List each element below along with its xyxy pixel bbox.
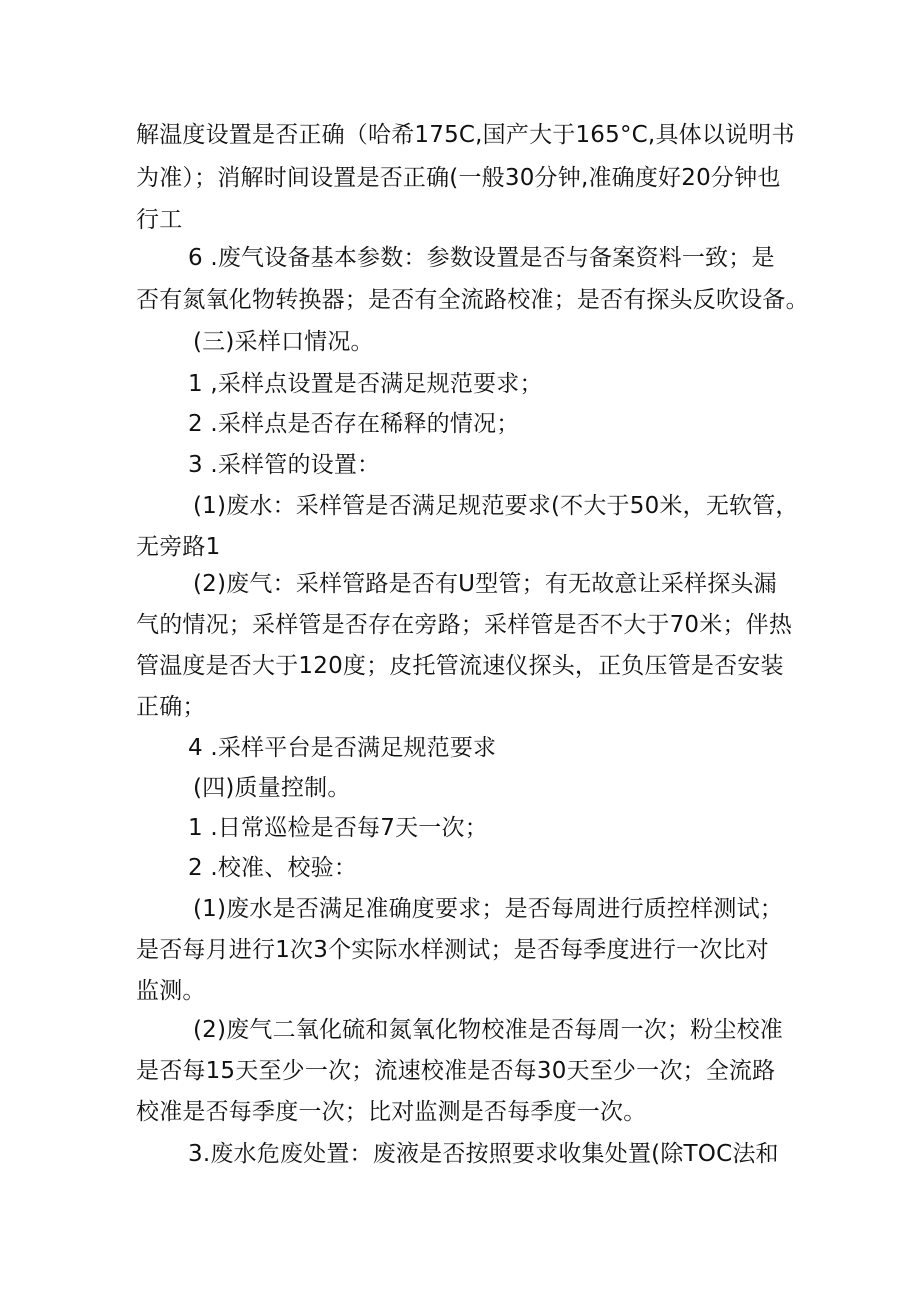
section-heading: (四)质量控制。	[193, 775, 351, 801]
section-heading: (三)采样口情况。	[193, 329, 374, 355]
text-line: 1 ,采样点设置是否满足规范要求；	[188, 371, 543, 397]
text-line: 4 .采样平台是否满足规范要求	[188, 735, 497, 761]
text-line: 解温度设置是否正确（哈希175C,国产大于165°C,具体以说明书	[136, 122, 795, 148]
text-line: 监测。	[136, 978, 206, 1004]
text-line: 2 .采样点是否存在稀释的情况；	[188, 411, 520, 437]
text-line: 3.废水危废处置：废液是否按照要求收集处置(除TOC法和	[188, 1141, 779, 1167]
text-line: 否有氮氧化物转换器；是否有全流路校准；是否有探头反吹设备。	[136, 287, 809, 313]
text-line: 是否每15天至少一次；流速校准是否每30天至少一次；全流路	[136, 1058, 776, 1084]
text-line: (1)废水是否满足准确度要求；是否每周进行质控样测试；	[193, 896, 783, 922]
text-line: 是否每月进行1次3个实际水样测试；是否每季度进行一次比对	[136, 937, 769, 963]
text-line: 6 .废气设备基本参数：参数设置是否与备案资料一致；是	[188, 245, 775, 271]
text-line: (2)废气二氧化硫和氮氧化物校准是否每周一次；粉尘校准	[193, 1017, 783, 1043]
text-line: (2)废气：采样管路是否有U型管；有无故意让采样探头漏	[193, 571, 777, 597]
text-line: 管温度是否大于120度；皮托管流速仪探头，正负压管是否安装	[136, 653, 784, 679]
text-line: 正确；	[136, 694, 206, 720]
text-line: (1)废水：采样管是否满足规范要求(不大于50米，无软管，	[193, 493, 799, 519]
text-line: 为准）；消解时间设置是否正确(一般30分钟,准确度好20分钟也	[136, 165, 781, 191]
text-line: 1 .日常巡检是否每7天一次；	[188, 815, 488, 841]
text-line: 3 .采样管的设置：	[188, 452, 381, 478]
text-line: 校准是否每季度一次；比对监测是否每季度一次。	[136, 1099, 647, 1125]
text-line: 行工	[136, 207, 183, 233]
text-line: 无旁路1	[136, 534, 221, 560]
text-line: 气的情况；采样管是否存在旁路；采样管是否不大于70米；伴热	[136, 612, 793, 638]
text-line: 2 .校准、校验：	[188, 855, 358, 881]
